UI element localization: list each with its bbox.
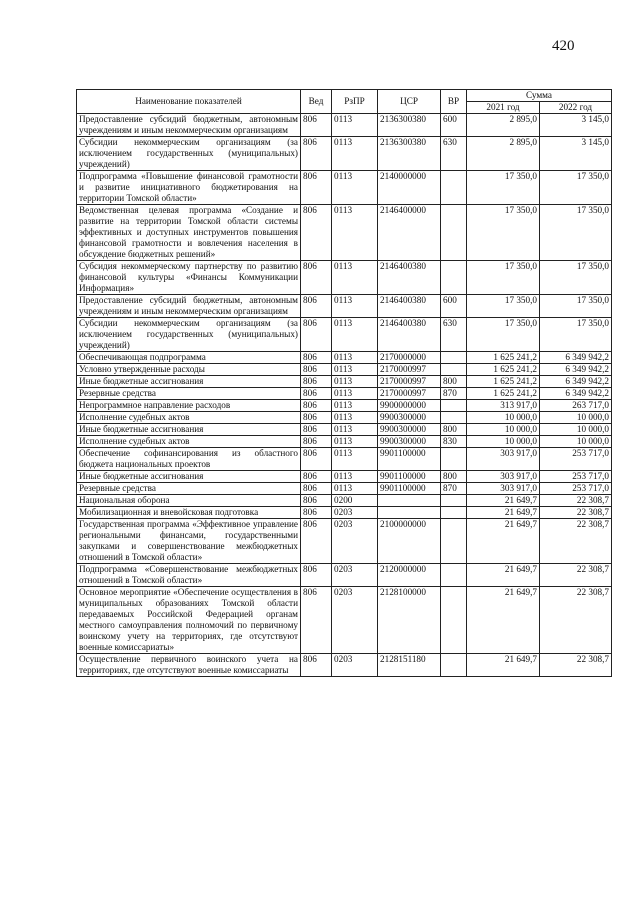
row-csr: 2146400380	[378, 295, 441, 318]
row-ved: 806	[301, 412, 332, 424]
row-name: Условно утвержденные расходы	[77, 364, 301, 376]
row-rzpr: 0113	[332, 364, 378, 376]
row-ved: 806	[301, 261, 332, 295]
row-csr: 9901100000	[378, 483, 441, 495]
row-vr	[441, 205, 467, 261]
row-sum-2021: 10 000,0	[467, 436, 540, 448]
row-name: Ведомственная целевая программа «Создание и развитие на территории Томской области системы эффективных и доступных инструментов повышения финансовой грамотности и вовлечения населения в обсуждение бюджетных решений»	[77, 205, 301, 261]
table-row	[77, 364, 612, 376]
row-sum-2022: 17 350,0	[540, 261, 612, 295]
row-vr	[441, 400, 467, 412]
table-row	[77, 400, 612, 412]
row-csr: 2100000000	[378, 519, 441, 564]
row-rzpr: 0113	[332, 318, 378, 352]
row-name: Государственная программа «Эффективное управление региональными финансами, государственными закупками и совершенствование межбюджетных отношений в Томской области»	[77, 519, 301, 564]
row-sum-2022: 17 350,0	[540, 171, 612, 205]
row-rzpr: 0113	[332, 114, 378, 137]
row-sum-2021: 1 625 241,2	[467, 364, 540, 376]
row-sum-2021: 17 350,0	[467, 171, 540, 205]
table-row	[77, 352, 612, 364]
row-vr: 630	[441, 137, 467, 171]
header-row	[77, 90, 612, 102]
row-name: Субсидия некоммерческому партнерству по развитию финансовой культуры «Финансы Коммуникации Информация»	[77, 261, 301, 295]
row-rzpr: 0113	[332, 471, 378, 483]
row-name: Обеспечивающая подпрограмма	[77, 352, 301, 364]
row-sum-2021: 21 649,7	[467, 654, 540, 677]
table-row	[77, 412, 612, 424]
row-rzpr: 0200	[332, 495, 378, 507]
budget-table	[76, 89, 612, 677]
table-row	[77, 436, 612, 448]
table-row	[77, 519, 612, 564]
row-vr: 800	[441, 424, 467, 436]
row-sum-2021: 21 649,7	[467, 507, 540, 519]
row-sum-2022: 22 308,7	[540, 507, 612, 519]
row-csr: 2146400380	[378, 318, 441, 352]
row-name: Подпрограмма «Повышение финансовой грамотности и развитие инициативного бюджетирования на территории Томской области»	[77, 171, 301, 205]
row-ved: 806	[301, 654, 332, 677]
row-ved: 806	[301, 424, 332, 436]
row-sum-2021: 21 649,7	[467, 587, 540, 654]
row-ved: 806	[301, 114, 332, 137]
row-rzpr: 0203	[332, 587, 378, 654]
header-rzpr: РзПР	[332, 90, 378, 114]
row-sum-2022: 22 308,7	[540, 519, 612, 564]
row-sum-2022: 22 308,7	[540, 495, 612, 507]
table-row	[77, 376, 612, 388]
row-rzpr: 0113	[332, 352, 378, 364]
row-sum-2021: 17 350,0	[467, 205, 540, 261]
row-rzpr: 0113	[332, 137, 378, 171]
row-sum-2022: 3 145,0	[540, 137, 612, 171]
row-name: Исполнение судебных актов	[77, 412, 301, 424]
table-row	[77, 448, 612, 471]
row-ved: 806	[301, 376, 332, 388]
row-name: Исполнение судебных актов	[77, 436, 301, 448]
table-row	[77, 495, 612, 507]
header-2022: 2022 год	[540, 102, 612, 114]
row-name: Иные бюджетные ассигнования	[77, 424, 301, 436]
table-row	[77, 471, 612, 483]
row-ved: 806	[301, 388, 332, 400]
row-rzpr: 0113	[332, 205, 378, 261]
row-ved: 806	[301, 495, 332, 507]
row-csr: 9900000000	[378, 400, 441, 412]
row-ved: 806	[301, 171, 332, 205]
row-ved: 806	[301, 587, 332, 654]
row-vr	[441, 519, 467, 564]
row-ved: 806	[301, 448, 332, 471]
row-sum-2022: 263 717,0	[540, 400, 612, 412]
row-ved: 806	[301, 483, 332, 495]
row-csr: 9900300000	[378, 436, 441, 448]
row-vr	[441, 587, 467, 654]
row-sum-2021: 303 917,0	[467, 471, 540, 483]
row-name: Национальная оборона	[77, 495, 301, 507]
row-sum-2022: 6 349 942,2	[540, 352, 612, 364]
row-csr	[378, 495, 441, 507]
row-vr: 600	[441, 295, 467, 318]
row-csr: 2140000000	[378, 171, 441, 205]
row-sum-2022: 10 000,0	[540, 424, 612, 436]
row-csr: 9901100000	[378, 448, 441, 471]
row-csr: 2170000000	[378, 352, 441, 364]
row-sum-2022: 17 350,0	[540, 205, 612, 261]
header-sum: Сумма	[467, 90, 612, 102]
row-ved: 806	[301, 318, 332, 352]
row-ved: 806	[301, 507, 332, 519]
row-csr: 2128151180	[378, 654, 441, 677]
row-ved: 806	[301, 564, 332, 587]
row-csr: 2146400380	[378, 261, 441, 295]
row-rzpr: 0113	[332, 424, 378, 436]
table-row	[77, 205, 612, 261]
row-sum-2021: 10 000,0	[467, 424, 540, 436]
row-rzpr: 0203	[332, 519, 378, 564]
row-csr: 2136300380	[378, 114, 441, 137]
row-csr	[378, 507, 441, 519]
row-csr: 2170000997	[378, 364, 441, 376]
row-sum-2021: 10 000,0	[467, 412, 540, 424]
row-rzpr: 0203	[332, 507, 378, 519]
header-ved: Вед	[301, 90, 332, 114]
header-vr: ВР	[441, 90, 467, 114]
row-vr: 830	[441, 436, 467, 448]
table-row	[77, 654, 612, 677]
row-csr: 9900300000	[378, 424, 441, 436]
row-vr	[441, 448, 467, 471]
row-sum-2021: 21 649,7	[467, 519, 540, 564]
table-row	[77, 483, 612, 495]
row-sum-2021: 17 350,0	[467, 318, 540, 352]
row-ved: 806	[301, 519, 332, 564]
row-sum-2021: 17 350,0	[467, 295, 540, 318]
row-csr: 2170000997	[378, 388, 441, 400]
row-sum-2021: 2 895,0	[467, 137, 540, 171]
row-vr: 600	[441, 114, 467, 137]
row-name: Резервные средства	[77, 483, 301, 495]
row-ved: 806	[301, 436, 332, 448]
row-rzpr: 0113	[332, 261, 378, 295]
row-vr	[441, 171, 467, 205]
row-sum-2022: 17 350,0	[540, 318, 612, 352]
row-sum-2022: 17 350,0	[540, 295, 612, 318]
row-sum-2021: 21 649,7	[467, 495, 540, 507]
row-sum-2021: 1 625 241,2	[467, 352, 540, 364]
row-sum-2022: 6 349 942,2	[540, 364, 612, 376]
row-ved: 806	[301, 364, 332, 376]
row-name: Иные бюджетные ассигнования	[77, 376, 301, 388]
row-sum-2022: 22 308,7	[540, 654, 612, 677]
row-vr	[441, 495, 467, 507]
row-sum-2021: 2 895,0	[467, 114, 540, 137]
row-vr	[441, 352, 467, 364]
row-sum-2022: 22 308,7	[540, 564, 612, 587]
row-sum-2021: 17 350,0	[467, 261, 540, 295]
table-row	[77, 564, 612, 587]
row-vr: 630	[441, 318, 467, 352]
row-rzpr: 0113	[332, 376, 378, 388]
row-rzpr: 0113	[332, 400, 378, 412]
table-row	[77, 318, 612, 352]
row-name: Предоставление субсидий бюджетным, автономным учреждениям и иным некоммерческим организациям	[77, 295, 301, 318]
row-csr: 9900300000	[378, 412, 441, 424]
row-vr: 800	[441, 471, 467, 483]
row-name: Предоставление субсидий бюджетным, автономным учреждениям и иным некоммерческим организациям	[77, 114, 301, 137]
row-csr: 2120000000	[378, 564, 441, 587]
row-vr	[441, 654, 467, 677]
row-rzpr: 0113	[332, 388, 378, 400]
table-row	[77, 507, 612, 519]
row-vr	[441, 364, 467, 376]
row-sum-2021: 21 649,7	[467, 564, 540, 587]
row-vr	[441, 507, 467, 519]
row-sum-2022: 22 308,7	[540, 587, 612, 654]
row-sum-2022: 10 000,0	[540, 412, 612, 424]
row-rzpr: 0113	[332, 483, 378, 495]
row-rzpr: 0113	[332, 412, 378, 424]
row-csr: 2128100000	[378, 587, 441, 654]
row-rzpr: 0203	[332, 564, 378, 587]
row-name: Непрограммное направление расходов	[77, 400, 301, 412]
row-name: Иные бюджетные ассигнования	[77, 471, 301, 483]
row-sum-2022: 253 717,0	[540, 483, 612, 495]
table-row	[77, 587, 612, 654]
table-row	[77, 388, 612, 400]
row-ved: 806	[301, 400, 332, 412]
page-number: 420	[552, 38, 575, 54]
row-rzpr: 0113	[332, 171, 378, 205]
row-name: Обеспечение софинансирования из областного бюджета национальных проектов	[77, 448, 301, 471]
row-csr: 2146400000	[378, 205, 441, 261]
table-body	[77, 114, 612, 677]
row-vr	[441, 564, 467, 587]
row-name: Субсидии некоммерческим организациям (за исключением государственных (муниципальных) учреждений)	[77, 318, 301, 352]
row-csr: 9901100000	[378, 471, 441, 483]
row-rzpr: 0113	[332, 436, 378, 448]
table-row	[77, 114, 612, 137]
row-csr: 2136300380	[378, 137, 441, 171]
row-vr: 870	[441, 483, 467, 495]
table-row	[77, 261, 612, 295]
table-row	[77, 137, 612, 171]
row-sum-2022: 3 145,0	[540, 114, 612, 137]
row-ved: 806	[301, 205, 332, 261]
row-sum-2022: 253 717,0	[540, 471, 612, 483]
row-name: Осуществление первичного воинского учета на территориях, где отсутствуют военные комиссариаты	[77, 654, 301, 677]
row-vr	[441, 412, 467, 424]
row-ved: 806	[301, 295, 332, 318]
row-sum-2022: 6 349 942,2	[540, 388, 612, 400]
row-name: Резервные средства	[77, 388, 301, 400]
row-sum-2022: 6 349 942,2	[540, 376, 612, 388]
header-2021: 2021 год	[467, 102, 540, 114]
table-row	[77, 171, 612, 205]
row-name: Подпрограмма «Совершенствование межбюджетных отношений в Томской области»	[77, 564, 301, 587]
table-row	[77, 424, 612, 436]
row-sum-2021: 1 625 241,2	[467, 388, 540, 400]
header-csr: ЦСР	[378, 90, 441, 114]
row-csr: 2170000997	[378, 376, 441, 388]
row-sum-2021: 303 917,0	[467, 483, 540, 495]
row-vr: 870	[441, 388, 467, 400]
row-rzpr: 0113	[332, 295, 378, 318]
row-sum-2021: 313 917,0	[467, 400, 540, 412]
row-sum-2021: 1 625 241,2	[467, 376, 540, 388]
row-rzpr: 0203	[332, 654, 378, 677]
row-name: Субсидии некоммерческим организациям (за исключением государственных (муниципальных) учреждений)	[77, 137, 301, 171]
row-ved: 806	[301, 471, 332, 483]
row-vr	[441, 261, 467, 295]
row-name: Мобилизационная и вневойсковая подготовка	[77, 507, 301, 519]
row-vr: 800	[441, 376, 467, 388]
row-ved: 806	[301, 137, 332, 171]
row-rzpr: 0113	[332, 448, 378, 471]
row-name: Основное мероприятие «Обеспечение осуществления в муниципальных образованиях Томской области передаваемых Российской Федерацией органам местного самоуправления полномочий по первичному воинскому учету на территориях, где отсутствуют военные комиссариаты»	[77, 587, 301, 654]
row-sum-2022: 10 000,0	[540, 436, 612, 448]
row-sum-2021: 303 917,0	[467, 448, 540, 471]
row-ved: 806	[301, 352, 332, 364]
row-sum-2022: 253 717,0	[540, 448, 612, 471]
header-name: Наименование показателей	[77, 90, 301, 114]
table-row	[77, 295, 612, 318]
